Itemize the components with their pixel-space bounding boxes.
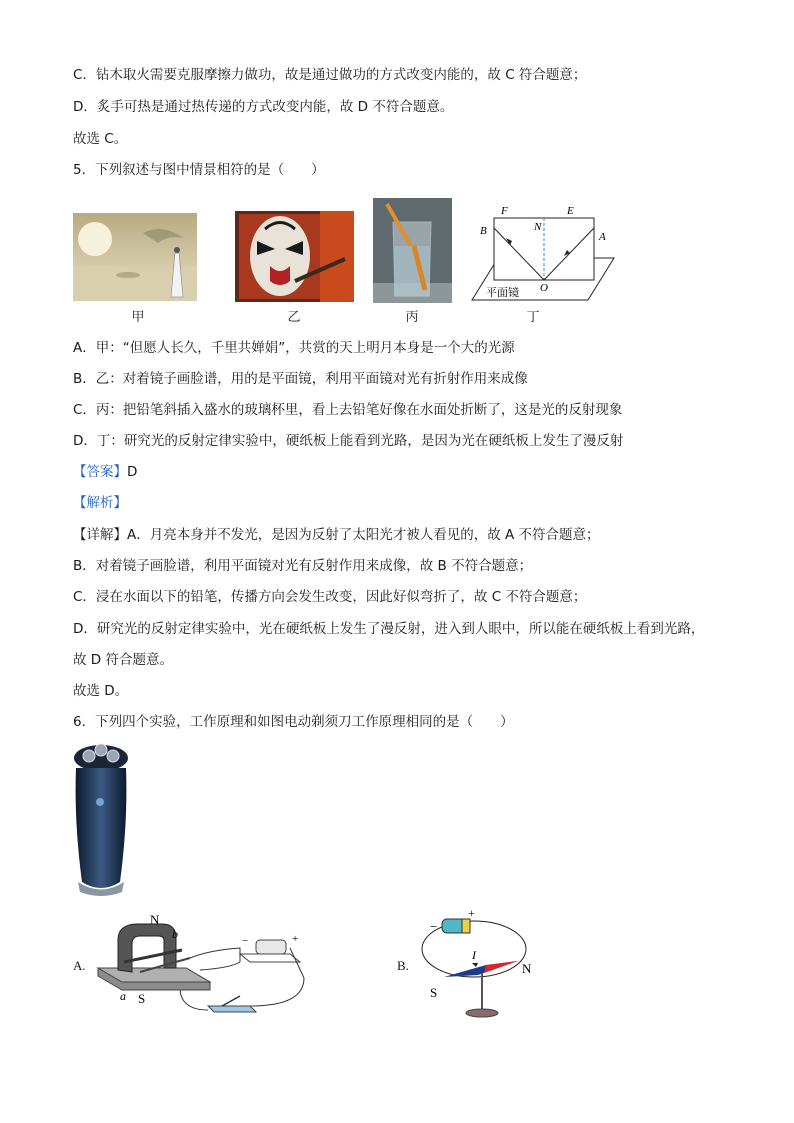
text-line: C．钻木取火需要克服摩擦力做功，故是通过做功的方式改变内能的，故 C 符合题意； [73,67,587,83]
figure-jia-moon [73,213,197,301]
option-b: B．乙：对着镜子画脸谱，用的是平面镜，利用平面镜对光有折射作用来成像 [73,371,528,387]
option-d: D．丁：研究光的反射定律实验中，硬纸板上能看到光路，是因为光在硬纸板上发生了漫反射 [73,433,624,449]
text-line: C．浸在水面以下的铅笔，传播方向会发生改变，因此好似弯折了，故 C 不符合题意； [73,589,587,605]
label-B: B [480,225,487,237]
label-A: A [599,231,606,243]
text-line: D．炙手可热是通过热传递的方式改变内能，故 D 不符合题意。 [73,99,454,115]
caption-jia: 甲 [131,310,145,325]
figure-electric-shaver [70,742,132,897]
label-plus: + [292,933,299,945]
label-mirror: 平面镜 [486,286,519,299]
caption-yi: 乙 [287,310,301,325]
label-a: a [120,989,126,1003]
text-line: B．对着镜子画脸谱，利用平面镜对光有反射作用来成像，故 B 不符合题意； [73,558,533,574]
label-N: N [534,221,542,233]
figure-b-oersted-experiment [414,905,544,1025]
figure-yi-opera-mask [235,211,354,302]
question-6: 6．下列四个实验，工作原理和如图电动剃须刀工作原理相同的是（ ） [73,714,514,730]
label-F: F [501,205,508,217]
text-line: 故选 C。 [73,131,128,147]
answer-tag: 【答案】 [73,464,127,480]
detail-tag: 【详解】 [73,527,127,543]
option-b-label: B. [397,958,409,973]
question-5: 5．下列叙述与图中情景相符的是（ ） [73,162,325,178]
label-minus: − [242,935,249,947]
text-line: 故选 D。 [73,683,129,699]
option-a: A．甲：“但愿人长久，千里共婵娟”，共赏的天上明月本身是一个大的光源 [73,340,515,356]
label-N: N [522,961,532,976]
label-O: O [540,282,548,294]
caption-bing: 丙 [405,310,419,325]
figure-a-motor-experiment [90,910,310,1022]
detail-line [73,526,600,544]
figure-bing-pencil-glass [373,198,452,303]
answer-value: D [127,464,138,480]
label-E: E [567,205,574,217]
option-c: C．丙：把铅笔斜插入盛水的玻璃杯里，看上去铅笔好像在水面处折断了，这是光的反射现象 [73,402,623,418]
label-minus: − [430,919,438,934]
text-line: 故 D 符合题意。 [73,652,173,668]
label-S: S [138,991,146,1006]
label-plus: + [468,906,475,920]
option-a-label: A. [73,958,86,973]
figure-ding-reflection [470,200,620,304]
label-N: N [150,912,160,927]
text-line: D．研究光的反射定律实验中，光在硬纸板上发生了漫反射，进入到人眼中，所以能在硬纸板上看到光路， [73,621,705,637]
caption-ding: 丁 [526,310,540,325]
detail-text: A．月亮本身并不发光，是因为反射了太阳光才被人看见的，故 A 不符合题意； [127,527,600,543]
analysis-tag: 【解析】 [73,495,127,511]
label-S: S [430,985,438,1000]
label-b: b [172,927,178,941]
answer-line [73,463,137,481]
label-I: I [472,948,476,962]
